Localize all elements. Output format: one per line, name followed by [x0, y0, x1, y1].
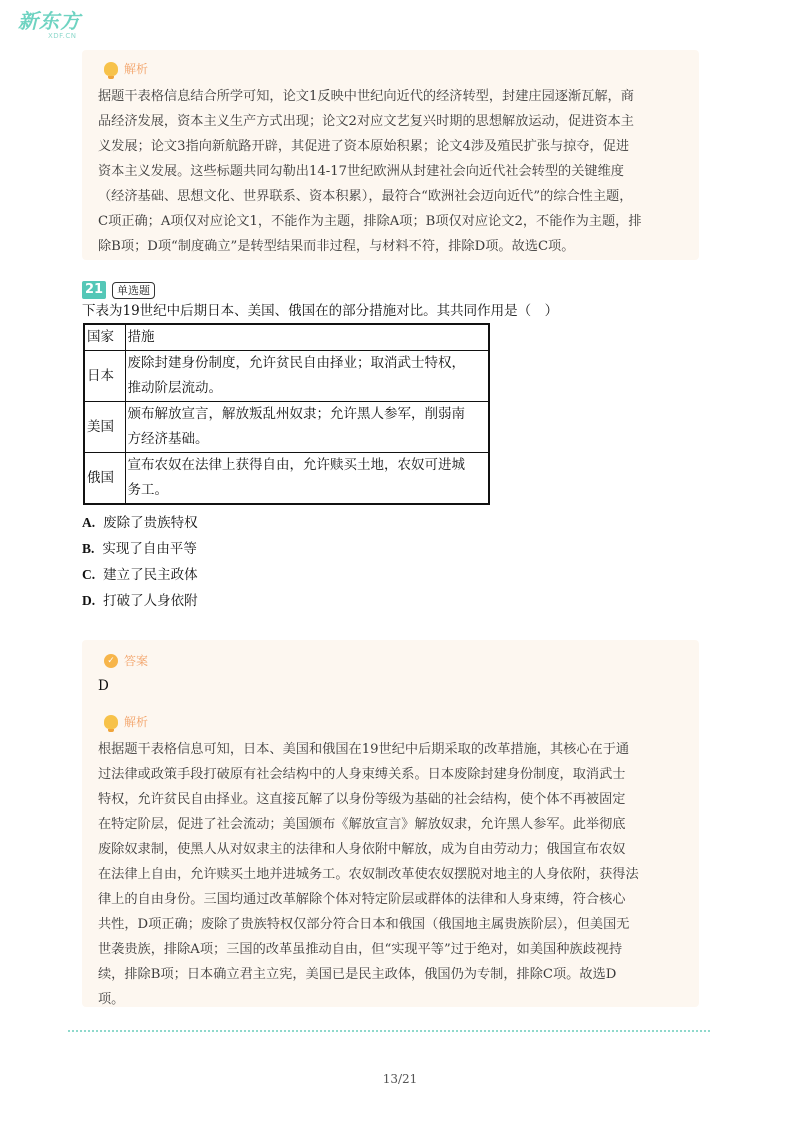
table-row — [84, 453, 489, 505]
text-line: 共性，D项正确；废除了贵族特权仅部分符合日本和俄国（俄国地主属贵族阶层），但美国无 — [98, 917, 630, 932]
text-line: 根据题干表格信息可知，日本、美国和俄国在19世纪中后期采取的改革措施，其核心在于通 — [98, 742, 630, 757]
table-header: 措施 — [125, 324, 489, 351]
lightbulb-icon — [104, 62, 118, 76]
text-line: 续，排除B项；日本确立君主立宪，美国已是民主政体，俄国仍为专制，排除C项。故选D — [98, 967, 617, 982]
question-header — [82, 281, 155, 299]
measures-cell — [125, 402, 489, 453]
analysis-label: 解析 — [124, 715, 149, 729]
table-header-row — [84, 324, 489, 351]
cell-line: 废除封建身份制度，允许贫民自由择业；取消武士特权， — [127, 355, 465, 371]
lightbulb-icon — [104, 715, 118, 729]
cell-line: 颁布解放宣言，解放叛乱州奴隶；允许黑人参军，削弱南 — [127, 406, 465, 422]
option-b[interactable] — [82, 536, 198, 562]
option-text: 废除了贵族特权 — [103, 515, 198, 531]
answer-tag — [104, 652, 148, 669]
country-cell: 美国 — [84, 402, 125, 453]
logo-subtext: XDF.CN — [48, 32, 77, 40]
measures-cell — [125, 351, 489, 402]
xdf-logo — [18, 10, 84, 44]
text-line: 在特定阶层，促进了社会流动；美国颁布《解放宣言》解放奴隶，允许黑人参军。此举彻底 — [98, 817, 626, 832]
comparison-table — [83, 323, 490, 505]
text-line: 项。 — [98, 992, 125, 1007]
cell-line: 宣布农奴在法律上获得自由，允许赎买土地，农奴可进城 — [127, 457, 465, 473]
measures-cell — [125, 453, 489, 505]
option-d[interactable] — [82, 588, 198, 614]
answer-value: D — [98, 678, 109, 694]
page-number: 13/21 — [382, 1072, 418, 1086]
option-letter: A. — [82, 515, 96, 530]
text-line: 资本主义发展。这些标题共同勾勒出14-17世纪欧洲从封建社会向近代社会转型的关键维度 — [98, 164, 624, 179]
text-line: C项正确；A项仅对应论文1，不能作为主题，排除A项；B项仅对应论文2，不能作为主题，排 — [98, 214, 642, 229]
text-line: 世袭贵族，排除A项；三国的改革虽推动自由，但“实现平等”过于绝对，如美国种族歧视持 — [98, 942, 623, 957]
country-cell: 俄国 — [84, 453, 125, 505]
analysis-text-prev — [98, 84, 688, 259]
text-line: 品经济发展，资本主义生产方式出现；论文2对应文艺复兴时期的思想解放运动，促进资本主 — [98, 114, 634, 129]
dotted-divider — [68, 1030, 710, 1032]
text-line: （经济基础、思想文化、世界联系、资本积累），最符合“欧洲社会迈向近代”的综合性主题， — [98, 189, 633, 204]
table-row — [84, 351, 489, 402]
cell-line: 务工。 — [127, 482, 168, 498]
analysis-text — [98, 737, 688, 1012]
option-letter: D. — [82, 593, 96, 608]
cell-line: 方经济基础。 — [127, 431, 209, 447]
text-line: 据题干表格信息结合所学可知，论文1反映中世纪向近代的经济转型，封建庄园逐渐瓦解，商 — [98, 89, 634, 104]
option-c[interactable] — [82, 562, 198, 588]
analysis-label: 解析 — [124, 62, 149, 76]
option-letter: C. — [82, 567, 96, 582]
text-line: 在法律上自由，允许赎买土地并进城务工。农奴制改革使农奴摆脱对地主的人身依附，获得法 — [98, 867, 639, 882]
question-type-badge: 单选题 — [112, 282, 155, 299]
option-text: 实现了自由平等 — [102, 541, 197, 557]
text-line: 除B项；D项“制度确立”是转型结果而非过程，与材料不符，排除D项。故选C项。 — [98, 239, 575, 254]
text-line: 义发展；论文3指向新航路开辟，其促进了资本原始积累；论文4涉及殖民扩张与掠夺，促进 — [98, 139, 630, 154]
text-line: 特权，允许贫民自由择业。这直接瓦解了以身份等级为基础的社会结构，使个体不再被固定 — [98, 792, 626, 807]
analysis-tag — [104, 713, 148, 730]
question-stem: 下表为19世纪中后期日本、美国、俄国在的部分措施对比。其共同作用是（ ） — [82, 303, 559, 319]
text-line: 过法律或政策手段打破原有社会结构中的人身束缚关系。日本废除封建身份制度，取消武士 — [98, 767, 626, 782]
logo-text: 新东方 — [18, 9, 81, 33]
text-line: 律上的自由身份。三国均通过改革解除个体对特定阶层或群体的法律和人身束缚，符合核心 — [98, 892, 626, 907]
text-line: 废除奴隶制，使黑人从对奴隶主的法律和人身依附中解放，成为自由劳动力；俄国宣布农奴 — [98, 842, 626, 857]
country-cell: 日本 — [84, 351, 125, 402]
analysis-tag — [104, 60, 148, 77]
check-icon: ✓ — [104, 654, 118, 668]
table-row — [84, 402, 489, 453]
question-number: 21 — [82, 281, 106, 299]
table-header: 国家 — [84, 324, 125, 351]
option-a[interactable] — [82, 510, 198, 536]
answer-label: 答案 — [124, 654, 149, 668]
answer-options — [82, 510, 198, 614]
option-letter: B. — [82, 541, 95, 556]
cell-line: 推动阶层流动。 — [127, 380, 222, 396]
option-text: 打破了人身依附 — [103, 593, 198, 609]
option-text: 建立了民主政体 — [103, 567, 198, 583]
